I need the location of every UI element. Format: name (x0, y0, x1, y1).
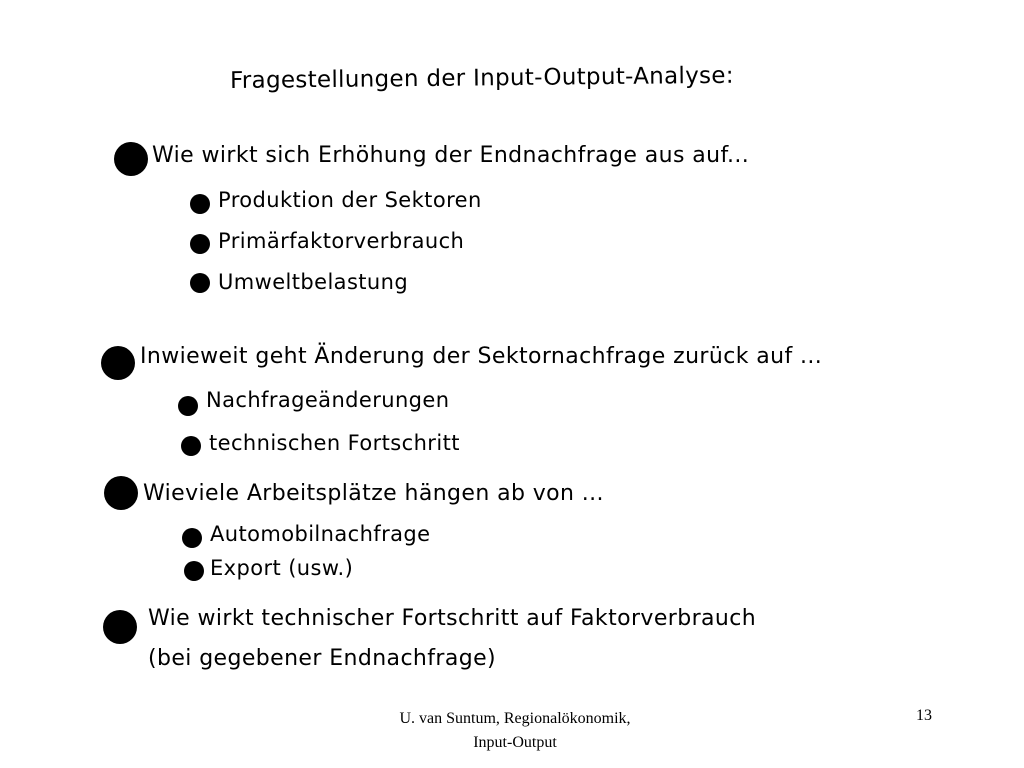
question-1-item-1: Produktion der Sektoren (218, 188, 482, 212)
sub-bullet-icon (190, 234, 210, 254)
page-number: 13 (916, 707, 932, 724)
question-2-item-2: technischen Fortschritt (209, 431, 460, 455)
question-1: Wie wirkt sich Erhöhung der Endnachfrage aus auf... (152, 143, 750, 168)
bullet-icon (104, 476, 138, 510)
footer-line-2: Input-Output (473, 734, 557, 751)
footer-text (340, 707, 690, 755)
question-3-item-2: Export (usw.) (210, 556, 354, 580)
question-1-item-3: Umweltbelastung (218, 270, 409, 294)
question-4-line-2: (bei gegebener Endnachfrage) (148, 646, 497, 671)
bullet-icon (101, 346, 135, 380)
question-2-item-1: Nachfrageänderungen (206, 388, 450, 412)
bullet-icon (103, 610, 137, 644)
question-2: Inwieweit geht Änderung der Sektornachfrage zurück auf ... (140, 344, 823, 369)
question-1-item-2: Primärfaktorverbrauch (218, 229, 465, 253)
sub-bullet-icon (181, 436, 201, 456)
question-4: Wie wirkt technischer Fortschritt auf Faktorverbrauch (148, 606, 757, 631)
sub-bullet-icon (182, 528, 202, 548)
sub-bullet-icon (178, 396, 198, 416)
sub-bullet-icon (184, 561, 204, 581)
bullet-icon (114, 142, 148, 176)
sub-bullet-icon (190, 273, 210, 293)
footer-line-1: U. van Suntum, Regionalökonomik, (399, 710, 631, 727)
question-3-item-1: Automobilnachfrage (210, 522, 431, 546)
sub-bullet-icon (190, 194, 210, 214)
question-3: Wieviele Arbeitsplätze hängen ab von ... (143, 481, 604, 506)
slide-title: Fragestellungen der Input-Output-Analyse: (229, 62, 734, 94)
